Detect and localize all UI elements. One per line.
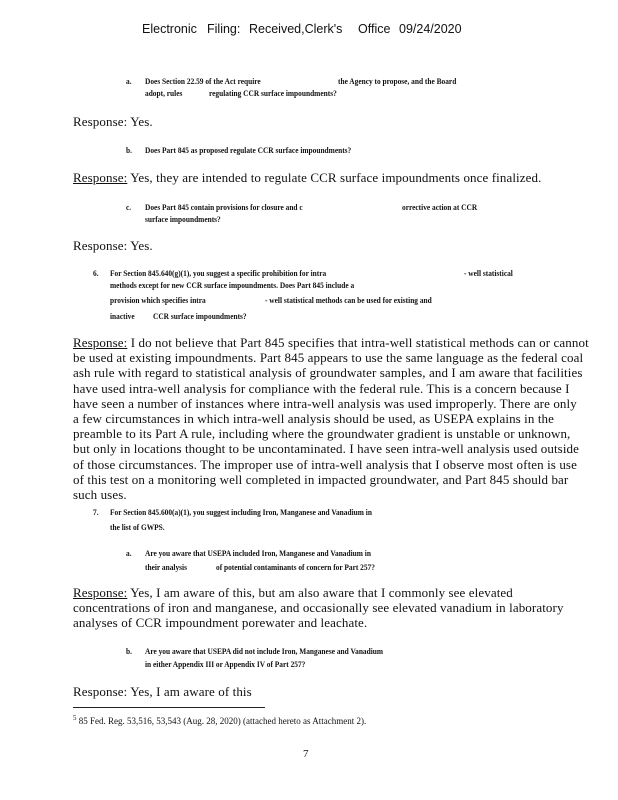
response-line: have used intra-well analysis for compliance with the federal rule. This is a concern because I	[73, 380, 570, 396]
response-line: Response: Yes, I am aware of this, but am also aware that I commonly see elevated	[73, 585, 513, 600]
response-text: Yes, I am aware of this	[130, 684, 252, 699]
question-c-label: c.	[126, 202, 132, 212]
response-text: Yes, they are intended to regulate CCR surface impoundments once finalized.	[130, 170, 542, 185]
header-office: Office	[358, 22, 391, 36]
question-7-label: 7.	[93, 507, 99, 517]
question-6-text: methods except for new CCR surface impoundments. Does Part 845 include a	[110, 280, 355, 290]
response-line: a few circumstances in which intra-well analysis should be used, as USEPA explains in the	[73, 411, 555, 427]
response-2	[73, 170, 541, 185]
question-a-text: adopt, rules	[145, 88, 183, 98]
question-7a-text: their analysis	[145, 562, 187, 572]
response-label: Response:	[73, 238, 128, 253]
question-c-text: orrective action at CCR	[402, 202, 478, 212]
header-filing: Filing:	[207, 22, 241, 36]
question-c-text: Does Part 845 contain provisions for closure and c	[145, 202, 303, 212]
response-3	[73, 238, 153, 253]
question-a-label: a.	[126, 76, 132, 86]
response-label: Response:	[73, 684, 128, 699]
header-date: 09/24/2020	[399, 22, 462, 36]
question-b-label: b.	[126, 145, 132, 155]
question-6-label: 6.	[93, 268, 99, 278]
question-7b-label: b.	[126, 646, 132, 656]
response-label: Response:	[73, 170, 128, 185]
footnote-divider	[73, 707, 265, 708]
response-line: of this test on a monitoring well completed in impacted groundwater, and Part 845 should bar	[73, 471, 569, 487]
footnote-mark: 5	[73, 714, 77, 722]
response-line: preamble to its Part A rule, including where the groundwater gradient is unstable or unknown,	[73, 426, 571, 442]
response-6	[73, 684, 252, 699]
response-1	[73, 114, 153, 129]
question-7-text: the list of GWPS.	[110, 522, 165, 532]
question-b-text: Does Part 845 as proposed regulate CCR surface impoundments?	[145, 145, 352, 155]
question-7b-text: Are you aware that USEPA did not include Iron, Manganese and Vanadium	[145, 646, 384, 656]
response-line: have seen a number of instances where intra-well analysis was used improperly. There are only	[73, 395, 577, 411]
response-label: Response:	[73, 114, 128, 129]
question-6-text: For Section 845.640(g)(1), you suggest a specific prohibition for intra	[110, 268, 327, 278]
question-7b-text: in either Appendix III or Appendix IV of Part 257?	[145, 659, 306, 669]
response-label: Response:	[73, 585, 128, 600]
response-text: Yes.	[130, 238, 153, 253]
footnote-text: 85 Fed. Reg. 53,516, 53,543 (Aug. 28, 2020) (attached hereto as Attachment 2).	[78, 716, 367, 726]
response-line: analyses of CCR impoundment porewater and leachate.	[73, 615, 368, 631]
footnote	[73, 713, 366, 727]
header-received: Received,Clerk's	[249, 22, 343, 36]
header-electronic: Electronic	[142, 22, 197, 36]
question-7-text: For Section 845.600(a)(1), you suggest including Iron, Manganese and Vanadium in	[110, 507, 372, 517]
response-line: ash rule with regard to statistical analysis of groundwater samples, and I am aware that facilities	[73, 365, 583, 381]
response-line: Response: I do not believe that Part 845 specifies that intra-well statistical methods can or cannot	[73, 335, 589, 350]
response-label: Response:	[73, 335, 128, 350]
question-a-text: Does Section 22.59 of the Act require	[145, 76, 261, 86]
question-a-text: regulating CCR surface impoundments?	[209, 88, 337, 98]
response-line: concentrations of iron and manganese, and occasionally see elevated vanadium in laboratory	[73, 600, 564, 616]
question-a-text: the Agency to propose, and the Board	[338, 76, 457, 86]
page-number: 7	[303, 748, 309, 760]
question-6-text: - well statistical methods can be used for existing and	[265, 295, 432, 305]
response-line: of those circumstances. The improper use of intra-well analysis that I observe most often is use	[73, 456, 577, 472]
response-line: but only in locations thought to be uncontaminated. I have seen intra-well analysis used outside	[73, 441, 580, 457]
question-6-text: provision which specifies intra	[110, 295, 206, 305]
response-line: be used at existing impoundments. Part 845 appears to use the same language as the federal coal	[73, 350, 584, 366]
question-6-text: - well statistical	[464, 268, 513, 278]
question-7a-label: a.	[126, 548, 132, 558]
question-c-text: surface impoundments?	[145, 214, 221, 224]
question-6-text: CCR surface impoundments?	[153, 311, 247, 321]
question-6-text: inactive	[110, 311, 135, 321]
response-text: Yes.	[130, 114, 153, 129]
response-5	[73, 585, 564, 631]
question-7a-text: Are you aware that USEPA included Iron, Manganese and Vanadium in	[145, 548, 371, 558]
response-line: such uses.	[73, 487, 127, 503]
response-4	[73, 335, 589, 503]
question-7a-text: of potential contaminants of concern for Part 257?	[216, 562, 375, 572]
